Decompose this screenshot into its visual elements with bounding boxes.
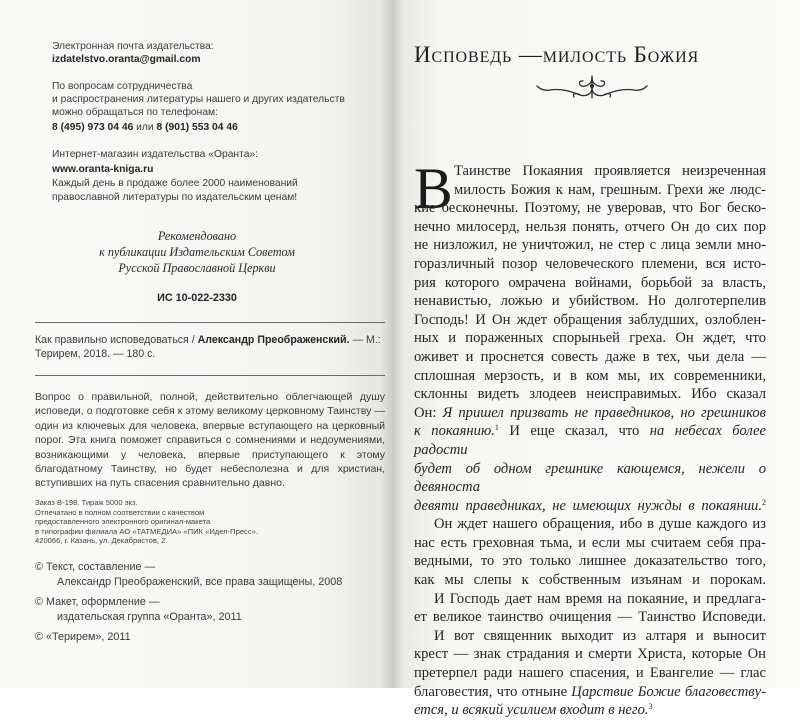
text-fragment: И еще сказал, что: [498, 423, 650, 440]
right-page-chapter: [392, 0, 800, 719]
text-line: оживет и проснется совесть даже в тех, чьи дела —: [414, 348, 766, 365]
chapter-text: [414, 156, 767, 720]
text-line: Господь! И Он ждет обращения заблудших, озлоблен-: [414, 311, 766, 328]
phone-numbers: [52, 121, 345, 134]
scripture-quote: ется, и всякий усилием входит в него.: [414, 702, 649, 719]
approval-line: Рекомендовано: [157, 229, 237, 243]
print-line: 420066, г. Казань, ул. Декабристов, 2.: [35, 536, 168, 546]
scripture-quote: будет об одном грешнике кающемся, нежели о девяноста: [414, 460, 766, 496]
distribution-line: По вопросам сотрудничества: [52, 80, 193, 92]
text-line: крест — знак страдания и смерти Христа, которые Он: [414, 646, 766, 663]
title-part: Исповедь —: [414, 42, 543, 67]
approval-line: Русской Православной Церкви: [118, 261, 276, 275]
left-page-imprint: [0, 0, 392, 688]
copyright-line: © Текст, составление —: [35, 561, 156, 573]
text-line: склонны видеть злодеев неисправимых. Ибо сказал: [414, 386, 766, 403]
text-line: ведными, то это только лишнее доказательство того,: [414, 553, 766, 570]
text-line: как мы слепы к собственным изъянам и порокам.: [414, 572, 766, 589]
copyright-block: [35, 560, 342, 645]
shop-promo-line: Каждый день в продаже более 2000 наименований: [52, 178, 298, 190]
distribution-line: и распространения литературы нашего и других издательств: [52, 93, 345, 105]
text-line: Он ждет нашего обращения, ибо в душе каждого из: [434, 516, 766, 533]
text-fragment: благовестия, что отныне: [414, 683, 572, 700]
copyright-line: Александр Преображенский, все права защищены, 2008: [57, 575, 343, 588]
copyright-line: © «Терирем», 2011: [35, 631, 131, 643]
text-line: [414, 701, 766, 720]
copyright-line: издательская группа «Оранта», 2011: [57, 610, 242, 623]
title-part: милость Божия: [542, 42, 700, 67]
phone-separator: или: [133, 122, 157, 134]
biblio-place: — М.:: [349, 334, 381, 346]
text-line: [414, 497, 766, 516]
text-line: кие бесконечны. Поэтому, не уверовав, что Бог беско-: [414, 200, 766, 217]
print-line: Заказ В-198. Тираж 5000 экз.: [35, 498, 138, 507]
drop-cap: В: [414, 156, 453, 221]
scripture-quote: Царствие Божие благовеству-: [571, 683, 766, 700]
text-line: И вот священник выходит из алтаря и выносит: [434, 627, 766, 644]
shop-promo-line: православной литературы по издательским ценам!: [52, 191, 298, 203]
text-fragment: Он:: [414, 404, 443, 421]
text-line: [414, 683, 766, 702]
text-line: ненавистью, ложью и убийством. Но долготерпелив: [414, 293, 766, 310]
annotation-line: Вопрос о правильной, полной, действительно облегчающей душу исповеди, о подготовке себя к этому великому церковному Таинству — один из: [35, 391, 385, 432]
text-line: горазличный позор человеческого племени, вся исто-: [414, 255, 766, 272]
shop-url: www.oranta-kniga.ru: [52, 164, 154, 176]
copyright-line: © Макет, оформление —: [35, 596, 160, 608]
footnote-marker: 2: [762, 497, 766, 507]
divider: [35, 375, 385, 376]
approval-code: ИС 10-022-2330: [157, 292, 237, 304]
scripture-quote: девяти праведниках, не имеющих нужды в покаянии.: [414, 497, 762, 514]
scripture-quote: Я пришел призвать не праведников, но грешников: [442, 404, 766, 421]
text-line: И Господь дает нам время на покаяние, и предлага-: [434, 590, 766, 607]
chapter-title: [414, 42, 699, 68]
footnote-marker: 3: [648, 702, 653, 712]
print-line: в типографии филиала АО «ТАТМЕДИА» «ПИК «Идел-Пресс».: [35, 526, 258, 536]
scripture-quote: на небесах более радости: [414, 423, 767, 458]
publisher-contacts: [52, 40, 345, 204]
text-line: рия которого омрачена войнами, борьбой за власть,: [414, 274, 766, 291]
phone-number-1: 8 (495) 973 04 46: [52, 122, 134, 134]
annotation-line: ключевых для человека, впервые вступающего на церковный порог. Эта: [35, 419, 385, 447]
text-line: [414, 422, 766, 459]
footnote-marker: 1: [494, 423, 499, 433]
text-line: нас есть греховная тьма, и если мы считаем себя пра-: [414, 534, 766, 551]
approval-block: [52, 228, 342, 276]
annotation-line: книга поможет справиться с сомнениями и недоумениями, возникающими у человека, впервые приступающего к этому благодатному Таинству,: [35, 434, 385, 476]
text-line: нечно милосерд, нельзя понять, отчего Он до сих пор: [414, 218, 766, 235]
biblio-title: Как правильно исповедоваться /: [35, 334, 198, 346]
email-label: Электронная почта издательства:: [52, 41, 214, 52]
ornament-flourish-icon: [532, 74, 652, 100]
biblio-author: Александр Преображенский.: [197, 334, 350, 346]
text-line: [414, 404, 766, 423]
bibliographic-record: [35, 333, 381, 361]
annotation-line: но будет небесполезна и для христиан, вступивших на путь спасения сравнительно давно.: [35, 463, 385, 490]
text-line: претерпел ради нашего спасения, и Евангелие — глас: [414, 665, 766, 682]
text-line: ных и пораженных спорыньей греха. Он ждет, что: [414, 330, 766, 347]
text-line: ет великое таинство очищения — Таинство Исповеди.: [414, 609, 766, 626]
text-line: не низложил, не уничтожил, не стер с лица земли мно-: [414, 237, 766, 254]
print-info: [35, 498, 258, 546]
divider: [35, 322, 385, 323]
approval-line: к публикации Издательским Советом: [99, 245, 295, 259]
annotation: [35, 390, 385, 491]
biblio-line: Терирем, 2018. — 180 с.: [35, 348, 156, 360]
shop-label: Интернет-магазин издательства «Оранта»:: [52, 148, 259, 160]
scripture-quote: к покаянию.: [414, 423, 495, 440]
phone-number-2: 8 (901) 553 04 46: [156, 122, 238, 134]
print-line: предоставленного электронного оригинал-макета: [35, 517, 211, 527]
biblio-line: [35, 333, 381, 347]
distribution-line: можно обращаться по телефонам:: [52, 107, 219, 119]
text-line: сплошная мерзость, и в ком мы, их современники,: [414, 367, 766, 384]
publisher-email: izdatelstvo.oranta@gmail.com: [52, 54, 201, 66]
text-line: милость Божия к нам, грешным. Грехи же людс-: [454, 181, 766, 198]
print-line: Отпечатано в полном соответствии с качеством: [35, 507, 205, 517]
text-line: Таинстве Покаяния проявляется неизреченная: [454, 163, 766, 179]
